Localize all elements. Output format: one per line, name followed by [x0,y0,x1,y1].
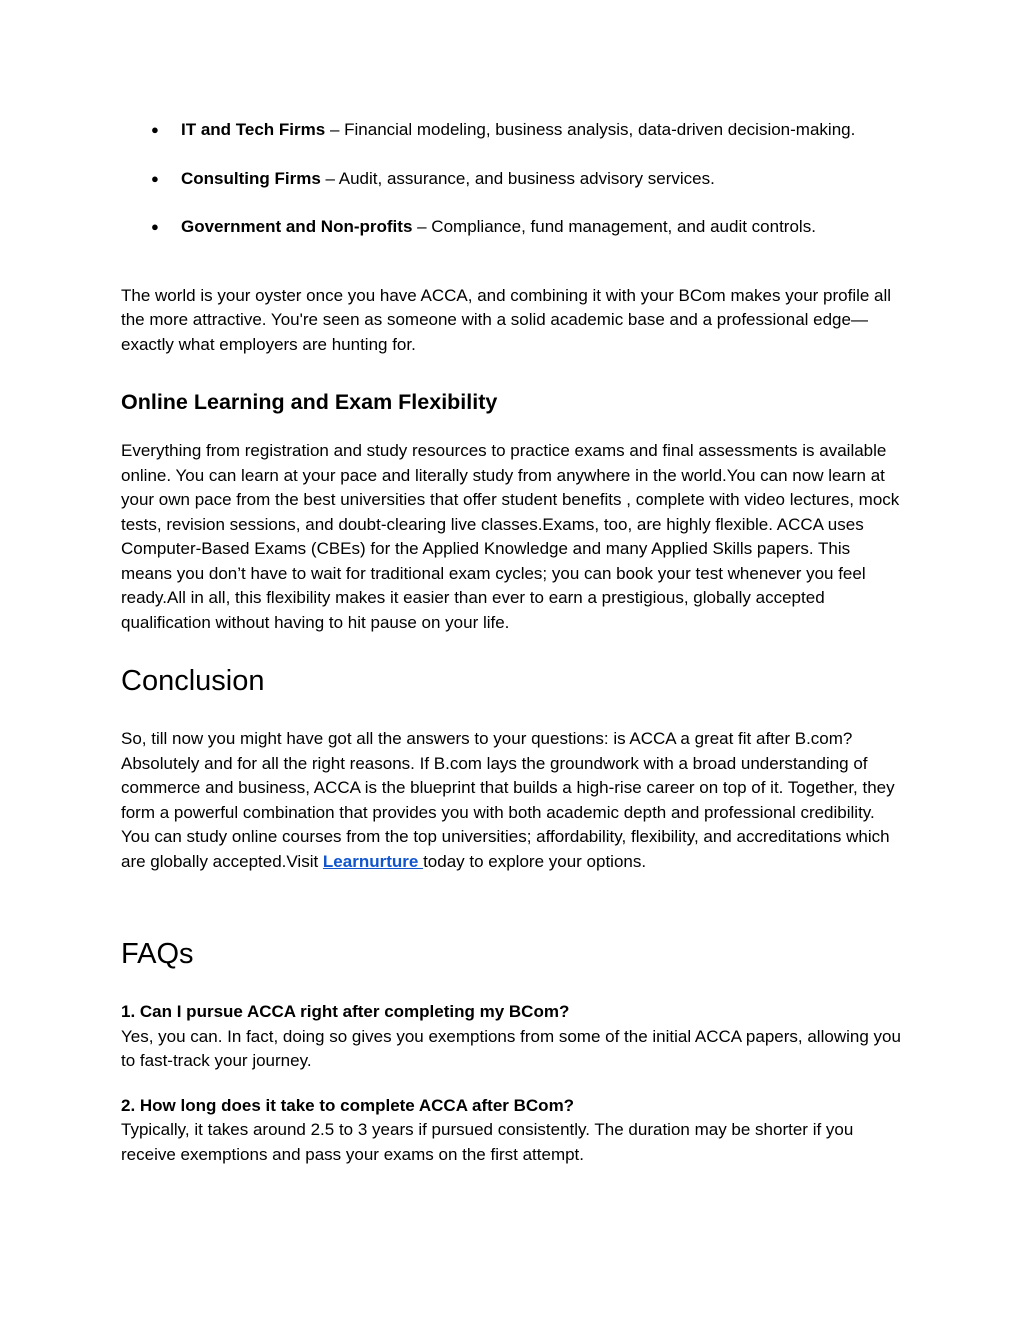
faq-answer: Typically, it takes around 2.5 to 3 years if pursued consistently. The duration may be shorter if you receive exemptions and pass your exams on the first attempt. [121,1120,854,1164]
faq-question: 1. Can I pursue ACCA right after completing my BCom? [121,1002,570,1021]
learnurture-link[interactable]: Learnurture [322,851,424,871]
bullet-text: – Compliance, fund management, and audit controls. [412,217,816,236]
faqs-heading: FAQs [121,938,194,970]
faq-question: 2. How long does it take to complete ACCA after BCom? [121,1095,575,1115]
bullet-item-consulting [121,167,901,192]
conclusion-heading: Conclusion [121,665,265,697]
conclusion-paragraph [121,727,901,874]
conclusion-text-before: So, till now you might have got all the answers to your questions: is ACCA a great fit after B.com? Absolutely and for all the right reasons. If B.com lays the groundwork with a broad understanding of commerce and business, ACCA is the blueprint that builds a high-rise career on top of it. Together, they form a powerful combination that provides you with both academic depth and professional credibility. You can study online courses from the top universities; affordability, flexibility, and accreditations which are globally accepted.Visit [121,729,895,871]
online-learning-paragraph: Everything from registration and study resources to practice exams and final assessments is available online. You can learn at your pace and literally study from anywhere in the world.You can now learn at your own pace from the best universities that offer student benefits , complete with video lectures, mock tests, revision sessions, and doubt-clearing live classes.Exams, too, are highly flexible. ACCA uses Computer-Based Exams (CBEs) for the Applied Knowledge and many Applied Skills papers. This means you don’t have to wait for traditional exam cycles; you can book your test whenever you feel ready.All in all, this flexibility makes it easier than ever to earn a prestigious, globally accepted qualification without having to hit pause on your life. [121,441,900,632]
bullet-dot-icon: ● [151,170,159,186]
conclusion-text-after: today to explore your options. [423,851,647,871]
bullet-item-it-tech [121,118,901,143]
online-learning-heading: Online Learning and Exam Flexibility [121,390,498,414]
document-page [121,118,901,1167]
bullet-dot-icon: ● [151,122,159,137]
bullet-dot-icon: ● [151,219,159,234]
oyster-paragraph: The world is your oyster once you have ACCA, and combining it with your BCom makes your profile all the more attractive. You're seen as someone with a solid academic base and a professional edge—exactly what employers are hunting for. [121,285,892,354]
faq-item [121,1094,901,1168]
bullet-text: – Financial modeling, business analysis, data-driven decision-making. [325,120,856,139]
bullet-text: – Audit, assurance, and business advisory services. [320,168,715,188]
employer-bullet-list [121,118,901,240]
faq-item [121,1000,901,1074]
bullet-bold-label: Government and Non-profits [181,217,413,236]
bullet-bold-label: Consulting Firms [181,168,321,188]
bullet-bold-label: IT and Tech Firms [181,120,326,139]
faq-answer: Yes, you can. In fact, doing so gives you exemptions from some of the initial ACCA papers, allowing you to fast-track your journey. [121,1026,901,1070]
bullet-item-government [121,215,901,240]
